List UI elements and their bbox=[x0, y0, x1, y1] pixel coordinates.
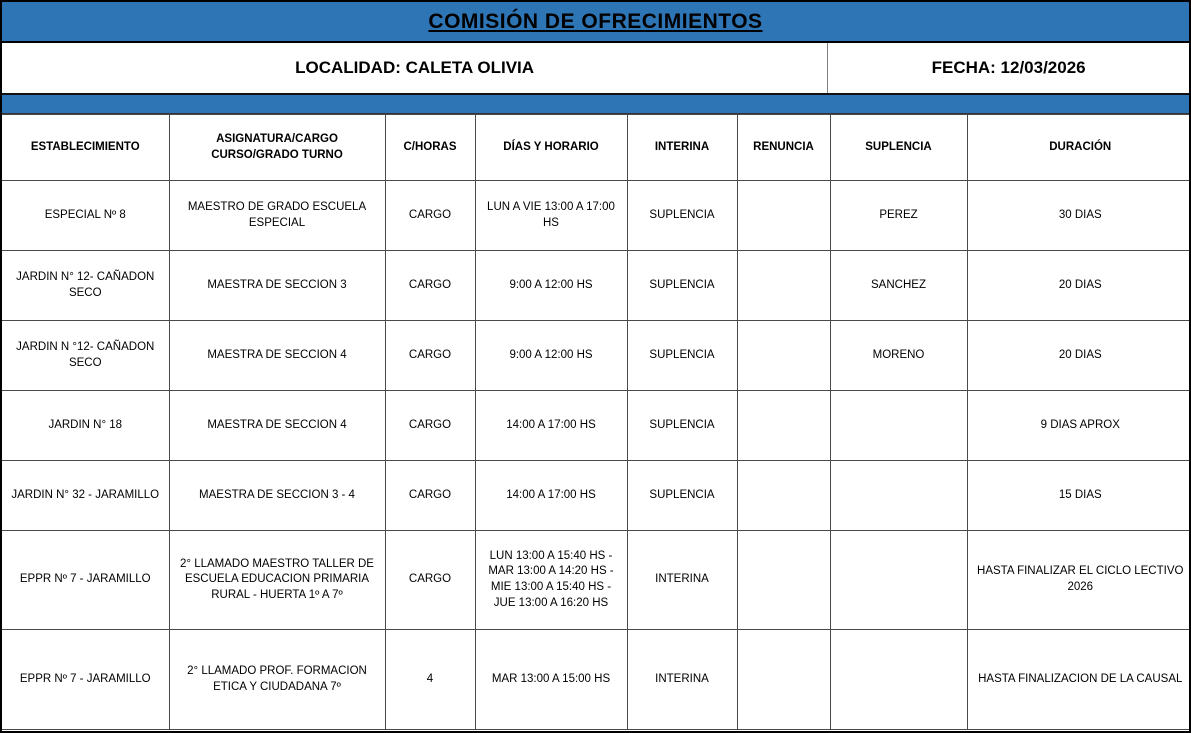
table-cell bbox=[830, 391, 967, 461]
column-header: INTERINA bbox=[627, 115, 737, 181]
table-cell: SUPLENCIA bbox=[627, 391, 737, 461]
table-cell: MAESTRA DE SECCION 3 bbox=[169, 251, 385, 321]
table-cell: HASTA FINALIZACION DE LA CAUSAL bbox=[967, 630, 1191, 730]
column-header: DURACIÓN bbox=[967, 115, 1191, 181]
table-header bbox=[2, 115, 1191, 181]
table-cell: JARDIN N° 32 - JARAMILLO bbox=[2, 461, 169, 531]
table-cell bbox=[830, 531, 967, 630]
table-cell: PEREZ bbox=[830, 181, 967, 251]
table-cell: MORENO bbox=[830, 321, 967, 391]
table-cell: SUPLENCIA bbox=[627, 321, 737, 391]
table-cell: MAESTRO DE GRADO ESCUELA ESPECIAL bbox=[169, 181, 385, 251]
table-cell: HASTA FINALIZAR EL CICLO LECTIVO 2026 bbox=[967, 531, 1191, 630]
table-body bbox=[2, 181, 1191, 730]
table-header-row bbox=[2, 115, 1191, 181]
offers-table bbox=[2, 114, 1191, 730]
table-cell: MAESTRA DE SECCION 4 bbox=[169, 391, 385, 461]
table-row bbox=[2, 321, 1191, 391]
table-cell: SUPLENCIA bbox=[627, 251, 737, 321]
column-header: ESTABLECIMIENTO bbox=[2, 115, 169, 181]
table-cell: INTERINA bbox=[627, 630, 737, 730]
table-cell bbox=[737, 531, 830, 630]
title-band bbox=[2, 2, 1189, 43]
table-cell bbox=[737, 181, 830, 251]
table-cell: EPPR Nº 7 - JARAMILLO bbox=[2, 630, 169, 730]
page-title: COMISIÓN DE OFRECIMIENTOS bbox=[428, 9, 763, 33]
table-cell: 9 DIAS APROX bbox=[967, 391, 1191, 461]
table-cell bbox=[830, 630, 967, 730]
column-header: ASIGNATURA/CARGO CURSO/GRADO TURNO bbox=[169, 115, 385, 181]
table-cell: 30 DIAS bbox=[967, 181, 1191, 251]
table-cell: MAESTRA DE SECCION 4 bbox=[169, 321, 385, 391]
table-cell bbox=[737, 391, 830, 461]
table-row bbox=[2, 630, 1191, 730]
table-cell: SANCHEZ bbox=[830, 251, 967, 321]
table-cell: 20 DIAS bbox=[967, 321, 1191, 391]
table-cell: CARGO bbox=[385, 181, 475, 251]
table-row bbox=[2, 531, 1191, 630]
table-cell bbox=[737, 251, 830, 321]
column-header: RENUNCIA bbox=[737, 115, 830, 181]
table-cell: SUPLENCIA bbox=[627, 461, 737, 531]
table-cell: 15 DIAS bbox=[967, 461, 1191, 531]
table-cell: CARGO bbox=[385, 391, 475, 461]
table-cell: 14:00 A 17:00 HS bbox=[475, 461, 627, 531]
table-cell: MAR 13:00 A 15:00 HS bbox=[475, 630, 627, 730]
table-cell: INTERINA bbox=[627, 531, 737, 630]
table-cell: EPPR Nº 7 - JARAMILLO bbox=[2, 531, 169, 630]
column-header: DÍAS Y HORARIO bbox=[475, 115, 627, 181]
separator-band bbox=[2, 95, 1189, 114]
table-cell bbox=[830, 461, 967, 531]
column-header: C/HORAS bbox=[385, 115, 475, 181]
table-cell: CARGO bbox=[385, 461, 475, 531]
column-header: SUPLENCIA bbox=[830, 115, 967, 181]
table-cell: SUPLENCIA bbox=[627, 181, 737, 251]
table-cell: JARDIN N °12- CAÑADON SECO bbox=[2, 321, 169, 391]
table-cell: LUN 13:00 A 15:40 HS - MAR 13:00 A 14:20 HS - MIE 13:00 A 15:40 HS - JUE 13:00 A 16:20 HS bbox=[475, 531, 627, 630]
table-cell: CARGO bbox=[385, 251, 475, 321]
table-row bbox=[2, 461, 1191, 531]
table-cell: 20 DIAS bbox=[967, 251, 1191, 321]
table-cell: MAESTRA DE SECCION 3 - 4 bbox=[169, 461, 385, 531]
table-cell: LUN A VIE 13:00 A 17:00 HS bbox=[475, 181, 627, 251]
table-cell: 2° LLAMADO MAESTRO TALLER DE ESCUELA EDUCACION PRIMARIA RURAL - HUERTA 1º A 7º bbox=[169, 531, 385, 630]
table-cell: 14:00 A 17:00 HS bbox=[475, 391, 627, 461]
table-row bbox=[2, 391, 1191, 461]
date-label: FECHA: 12/03/2026 bbox=[827, 43, 1189, 93]
table-cell: JARDIN N° 18 bbox=[2, 391, 169, 461]
table-cell: 4 bbox=[385, 630, 475, 730]
table-cell: 9:00 A 12:00 HS bbox=[475, 251, 627, 321]
table-cell: 9:00 A 12:00 HS bbox=[475, 321, 627, 391]
table-cell: JARDIN N° 12- CAÑADON SECO bbox=[2, 251, 169, 321]
table-cell bbox=[737, 630, 830, 730]
locality-row bbox=[2, 43, 1189, 95]
table-cell: 2° LLAMADO PROF. FORMACION ETICA Y CIUDADANA 7º bbox=[169, 630, 385, 730]
table-cell: ESPECIAL Nº 8 bbox=[2, 181, 169, 251]
locality-label: LOCALIDAD: CALETA OLIVIA bbox=[295, 58, 535, 77]
table-row bbox=[2, 181, 1191, 251]
table-cell bbox=[737, 461, 830, 531]
table-cell: CARGO bbox=[385, 321, 475, 391]
table-cell: CARGO bbox=[385, 531, 475, 630]
table-cell bbox=[737, 321, 830, 391]
table-row bbox=[2, 251, 1191, 321]
